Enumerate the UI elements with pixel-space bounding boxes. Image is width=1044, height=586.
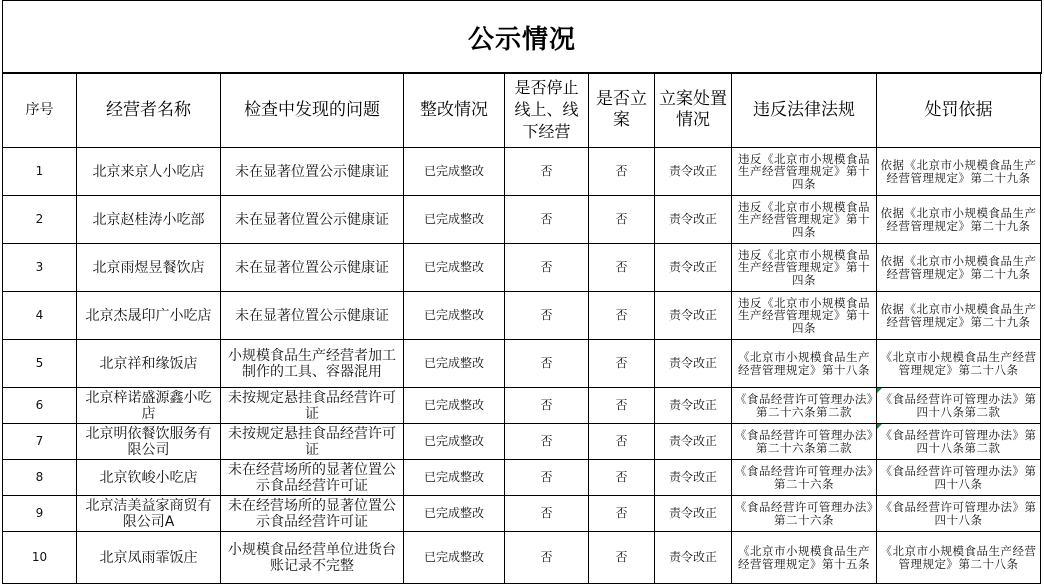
cell-law[interactable]: 违反《北京市小规模食品生产经营管理规定》第十四条 xyxy=(732,196,877,244)
cell-handling[interactable]: 责令改正 xyxy=(655,148,732,196)
cell-basis[interactable]: 《北京市小规模食品生产经营管理规定》第二十八条 xyxy=(877,340,1041,388)
table-row xyxy=(3,424,1041,460)
cell-problem[interactable]: 未在显著位置公示健康证 xyxy=(221,292,404,340)
cell-basis[interactable]: 依据《北京市小规模食品生产经营管理规定》第二十九条 xyxy=(877,148,1041,196)
table-row xyxy=(3,460,1041,496)
cell-rectify[interactable]: 已完成整改 xyxy=(404,340,505,388)
cell-name[interactable]: 北京来京人小吃店 xyxy=(77,148,221,196)
cell-handling[interactable]: 责令改正 xyxy=(655,340,732,388)
cell-name[interactable]: 北京洁美益家商贸有限公司A xyxy=(77,496,221,532)
cell-law[interactable]: 《食品经营许可管理办法》第二十六条 xyxy=(732,496,877,532)
header-handling: 立案处置情况 xyxy=(655,73,732,148)
cell-basis[interactable]: 《食品经营许可管理办法》第四十八条第二款 xyxy=(877,424,1041,460)
cell-no[interactable]: 6 xyxy=(3,388,77,424)
cell-basis[interactable]: 《食品经营许可管理办法》第四十八条 xyxy=(877,460,1041,496)
cell-handling[interactable]: 责令改正 xyxy=(655,196,732,244)
cell-law[interactable]: 《食品经营许可管理办法》第二十六条 xyxy=(732,460,877,496)
cell-no[interactable]: 4 xyxy=(3,292,77,340)
cell-stop[interactable]: 否 xyxy=(505,148,589,196)
table-row xyxy=(3,196,1041,244)
cell-problem[interactable]: 未在显著位置公示健康证 xyxy=(221,244,404,292)
header-filed: 是否立案 xyxy=(589,73,655,148)
header-row xyxy=(3,73,1041,148)
cell-basis[interactable]: 《食品经营许可管理办法》第四十八条 xyxy=(877,496,1041,532)
cell-stop[interactable]: 否 xyxy=(505,388,589,424)
cell-no[interactable]: 7 xyxy=(3,424,77,460)
header-stop: 是否停止线上、线下经营 xyxy=(505,73,589,148)
cell-problem[interactable]: 未在经营场所的显著位置公示食品经营许可证 xyxy=(221,496,404,532)
cell-name[interactable]: 北京祥和缘饭店 xyxy=(77,340,221,388)
cell-rectify[interactable]: 已完成整改 xyxy=(404,388,505,424)
cell-filed[interactable]: 否 xyxy=(589,148,655,196)
cell-problem[interactable]: 小规模食品经营单位进货台账记录不完整 xyxy=(221,532,404,584)
cell-no[interactable]: 1 xyxy=(3,148,77,196)
cell-name[interactable]: 北京凤雨霏饭庄 xyxy=(77,532,221,584)
cell-no[interactable]: 3 xyxy=(3,244,77,292)
table-row xyxy=(3,340,1041,388)
cell-problem[interactable]: 未在经营场所的显著位置公示食品经营许可证 xyxy=(221,460,404,496)
table-row xyxy=(3,388,1041,424)
cell-basis[interactable]: 《北京市小规模食品生产经营管理规定》第二十八条 xyxy=(877,532,1041,584)
cell-rectify[interactable]: 已完成整改 xyxy=(404,196,505,244)
cell-stop[interactable]: 否 xyxy=(505,424,589,460)
header-rectify: 整改情况 xyxy=(404,73,505,148)
cell-name[interactable]: 北京杰晟印广小吃店 xyxy=(77,292,221,340)
cell-filed[interactable]: 否 xyxy=(589,532,655,584)
cell-basis[interactable]: 《食品经营许可管理办法》第四十八条第二款 xyxy=(877,388,1041,424)
cell-no[interactable]: 5 xyxy=(3,340,77,388)
table-row xyxy=(3,532,1041,584)
table-row xyxy=(3,148,1041,196)
header-name: 经营者名称 xyxy=(77,73,221,148)
cell-rectify[interactable]: 已完成整改 xyxy=(404,148,505,196)
sheet-title: 公示情况 xyxy=(2,0,1042,74)
cell-handling[interactable]: 责令改正 xyxy=(655,460,732,496)
cell-handling[interactable]: 责令改正 xyxy=(655,244,732,292)
header-no: 序号 xyxy=(3,73,77,148)
cell-stop[interactable]: 否 xyxy=(505,244,589,292)
cell-law[interactable]: 《食品经营许可管理办法》第二十六条第二款 xyxy=(732,424,877,460)
cell-rectify[interactable]: 已完成整改 xyxy=(404,460,505,496)
cell-law[interactable]: 违反《北京市小规模食品生产经营管理规定》第十四条 xyxy=(732,292,877,340)
cell-problem[interactable]: 未在显著位置公示健康证 xyxy=(221,148,404,196)
cell-stop[interactable]: 否 xyxy=(505,196,589,244)
cell-name[interactable]: 北京赵桂涛小吃部 xyxy=(77,196,221,244)
cell-filed[interactable]: 否 xyxy=(589,292,655,340)
cell-filed[interactable]: 否 xyxy=(589,460,655,496)
cell-no[interactable]: 9 xyxy=(3,496,77,532)
cell-law[interactable]: 《北京市小规模食品生产经营管理规定》第十八条 xyxy=(732,340,877,388)
cell-handling[interactable]: 责令改正 xyxy=(655,496,732,532)
cell-filed[interactable]: 否 xyxy=(589,340,655,388)
cell-handling[interactable]: 责令改正 xyxy=(655,388,732,424)
cell-filed[interactable]: 否 xyxy=(589,244,655,292)
cell-rectify[interactable]: 已完成整改 xyxy=(404,244,505,292)
cell-law[interactable]: 《食品经营许可管理办法》第二十六条第二款 xyxy=(732,388,877,424)
cell-handling[interactable]: 责令改正 xyxy=(655,424,732,460)
cell-basis[interactable]: 依据《北京市小规模食品生产经营管理规定》第二十九条 xyxy=(877,196,1041,244)
cell-filed[interactable]: 否 xyxy=(589,424,655,460)
header-basis: 处罚依据 xyxy=(877,73,1041,148)
cell-filed[interactable]: 否 xyxy=(589,388,655,424)
cell-problem[interactable]: 未按规定悬挂食品经营许可证 xyxy=(221,424,404,460)
header-law: 违反法律法规 xyxy=(732,73,877,148)
cell-stop[interactable]: 否 xyxy=(505,292,589,340)
cell-stop[interactable]: 否 xyxy=(505,496,589,532)
cell-problem[interactable]: 未在显著位置公示健康证 xyxy=(221,196,404,244)
cell-rectify[interactable]: 已完成整改 xyxy=(404,496,505,532)
cell-law[interactable]: 违反《北京市小规模食品生产经营管理规定》第十四条 xyxy=(732,244,877,292)
cell-handling[interactable]: 责令改正 xyxy=(655,532,732,584)
header-problem: 检查中发现的问题 xyxy=(221,73,404,148)
cell-rectify[interactable]: 已完成整改 xyxy=(404,424,505,460)
cell-handling[interactable]: 责令改正 xyxy=(655,292,732,340)
cell-no[interactable]: 2 xyxy=(3,196,77,244)
cell-stop[interactable]: 否 xyxy=(505,532,589,584)
cell-rectify[interactable]: 已完成整改 xyxy=(404,532,505,584)
cell-problem[interactable]: 小规模食品生产经营者加工制作的工具、容器混用 xyxy=(221,340,404,388)
cell-name[interactable]: 北京雨煜昱餐饮店 xyxy=(77,244,221,292)
cell-problem[interactable]: 未按规定悬挂食品经营许可证 xyxy=(221,388,404,424)
cell-basis[interactable]: 依据《北京市小规模食品生产经营管理规定》第二十九条 xyxy=(877,244,1041,292)
cell-basis[interactable]: 依据《北京市小规模食品生产经营管理规定》第二十九条 xyxy=(877,292,1041,340)
cell-name[interactable]: 北京梓诺盛源鑫小吃店 xyxy=(77,388,221,424)
table-row xyxy=(3,496,1041,532)
cell-no[interactable]: 10 xyxy=(3,532,77,584)
cell-stop[interactable]: 否 xyxy=(505,460,589,496)
penalty-table xyxy=(2,72,1041,584)
cell-rectify[interactable]: 已完成整改 xyxy=(404,292,505,340)
cell-filed[interactable]: 否 xyxy=(589,496,655,532)
cell-filed[interactable]: 否 xyxy=(589,196,655,244)
cell-no[interactable]: 8 xyxy=(3,460,77,496)
cell-name[interactable]: 北京钦峻小吃店 xyxy=(77,460,221,496)
table-row xyxy=(3,292,1041,340)
cell-law[interactable]: 《北京市小规模食品生产经营管理规定》第十五条 xyxy=(732,532,877,584)
cell-name[interactable]: 北京明依餐饮服务有限公司 xyxy=(77,424,221,460)
cell-law[interactable]: 违反《北京市小规模食品生产经营管理规定》第十四条 xyxy=(732,148,877,196)
spreadsheet xyxy=(2,0,1042,586)
cell-stop[interactable]: 否 xyxy=(505,340,589,388)
table-row xyxy=(3,244,1041,292)
